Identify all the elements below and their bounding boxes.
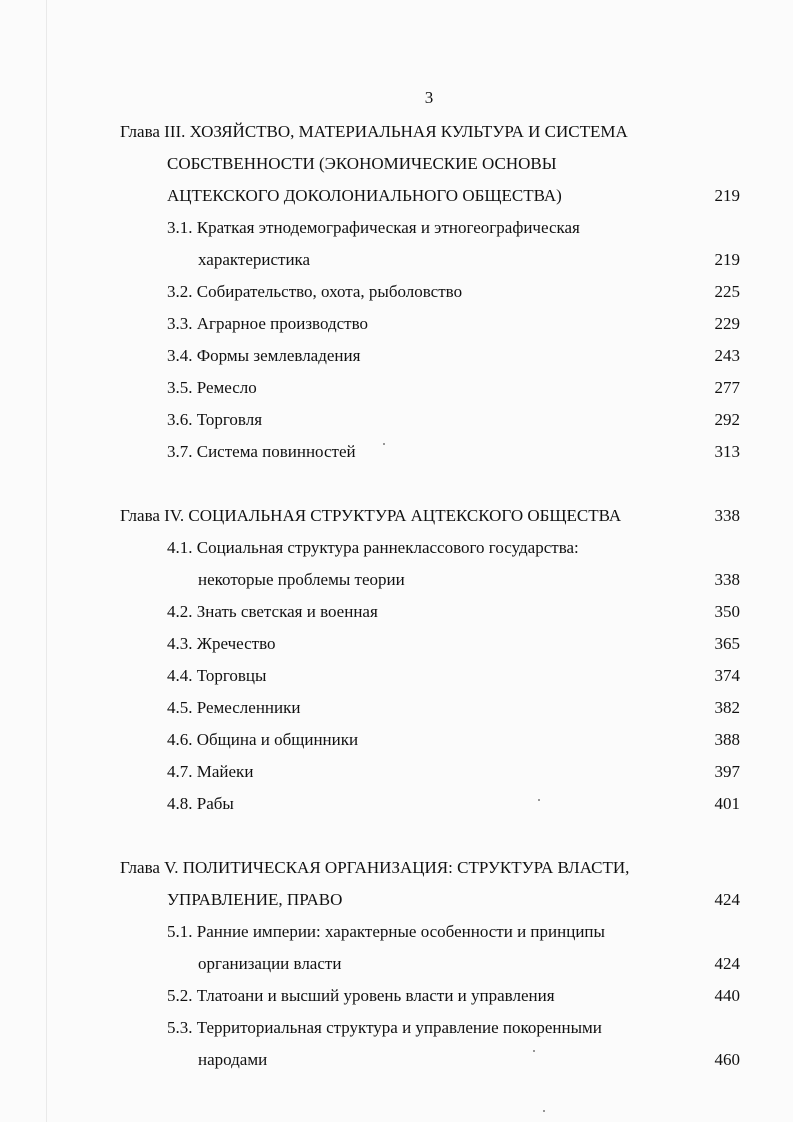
section-5-3-page: 460 bbox=[714, 1050, 740, 1069]
section-3-5-page: 277 bbox=[714, 378, 740, 397]
section-4-4: 4.4. Торговцы bbox=[167, 666, 267, 685]
chapter-5-title-line-1: Глава V. ПОЛИТИЧЕСКАЯ ОРГАНИЗАЦИЯ: СТРУКТУРА ВЛАСТИ, bbox=[120, 858, 630, 877]
section-3-1-line-1: 3.1. Краткая этнодемографическая и этногеографическая bbox=[167, 218, 580, 237]
scan-speck bbox=[383, 443, 385, 445]
section-4-1-line-2: некоторые проблемы теории bbox=[198, 570, 405, 589]
section-3-3: 3.3. Аграрное производство bbox=[167, 314, 369, 333]
section-3-7: 3.7. Система повинностей bbox=[167, 442, 356, 461]
section-3-2: 3.2. Собирательство, охота, рыболовство bbox=[167, 282, 463, 301]
section-5-1-page: 424 bbox=[714, 954, 740, 973]
scan-edge bbox=[46, 0, 47, 1122]
section-3-4: 3.4. Формы землевладения bbox=[167, 346, 361, 365]
section-3-6: 3.6. Торговля bbox=[167, 410, 263, 429]
section-4-7-page: 397 bbox=[714, 762, 740, 781]
section-4-5-page: 382 bbox=[714, 698, 740, 717]
section-5-3-line-1: 5.3. Территориальная структура и управление покоренными bbox=[167, 1018, 602, 1037]
scan-speck bbox=[533, 1050, 535, 1052]
section-4-2-page: 350 bbox=[714, 602, 740, 621]
section-4-8: 4.8. Рабы bbox=[167, 794, 234, 813]
chapter-5-page: 424 bbox=[714, 890, 740, 909]
section-5-3-line-2: народами bbox=[198, 1050, 268, 1069]
chapter-3-page: 219 bbox=[714, 186, 740, 205]
page-number: 3 bbox=[424, 88, 434, 107]
section-4-2: 4.2. Знать светская и военная bbox=[167, 602, 378, 621]
section-4-1-line-1: 4.1. Социальная структура раннеклассового государства: bbox=[167, 538, 579, 557]
section-5-2: 5.2. Тлатоани и высший уровень власти и управления bbox=[167, 986, 555, 1005]
section-3-4-page: 243 bbox=[714, 346, 740, 365]
section-5-2-page: 440 bbox=[714, 986, 740, 1005]
section-5-1-line-2: организации власти bbox=[198, 954, 342, 973]
section-3-7-page: 313 bbox=[714, 442, 740, 461]
section-3-1-line-2: характеристика bbox=[198, 250, 311, 269]
chapter-4-page: 338 bbox=[714, 506, 740, 525]
section-5-1-line-1: 5.1. Ранние империи: характерные особенности и принципы bbox=[167, 922, 605, 941]
scan-speck bbox=[543, 1110, 545, 1112]
chapter-3-title-line-2: СОБСТВЕННОСТИ (ЭКОНОМИЧЕСКИЕ ОСНОВЫ bbox=[167, 154, 557, 173]
section-4-5: 4.5. Ремесленники bbox=[167, 698, 301, 717]
chapter-3-title-line-1: Глава III. ХОЗЯЙСТВО, МАТЕРИАЛЬНАЯ КУЛЬТУРА И СИСТЕМА bbox=[120, 122, 628, 141]
chapter-4-title: Глава IV. СОЦИАЛЬНАЯ СТРУКТУРА АЦТЕКСКОГО ОБЩЕСТВА bbox=[120, 506, 622, 525]
scan-speck bbox=[538, 799, 540, 801]
section-4-6: 4.6. Община и общинники bbox=[167, 730, 359, 749]
section-4-1-page: 338 bbox=[714, 570, 740, 589]
section-4-4-page: 374 bbox=[714, 666, 740, 685]
section-4-3: 4.3. Жречество bbox=[167, 634, 276, 653]
section-3-6-page: 292 bbox=[714, 410, 740, 429]
section-3-1-page: 219 bbox=[714, 250, 740, 269]
section-4-6-page: 388 bbox=[714, 730, 740, 749]
section-4-3-page: 365 bbox=[714, 634, 740, 653]
chapter-5-title-line-2: УПРАВЛЕНИЕ, ПРАВО bbox=[167, 890, 343, 909]
chapter-3-title-line-3: АЦТЕКСКОГО ДОКОЛОНИАЛЬНОГО ОБЩЕСТВА) bbox=[167, 186, 562, 205]
section-3-2-page: 225 bbox=[714, 282, 740, 301]
section-3-3-page: 229 bbox=[714, 314, 740, 333]
section-4-8-page: 401 bbox=[714, 794, 740, 813]
section-4-7: 4.7. Майеки bbox=[167, 762, 254, 781]
section-3-5: 3.5. Ремесло bbox=[167, 378, 257, 397]
